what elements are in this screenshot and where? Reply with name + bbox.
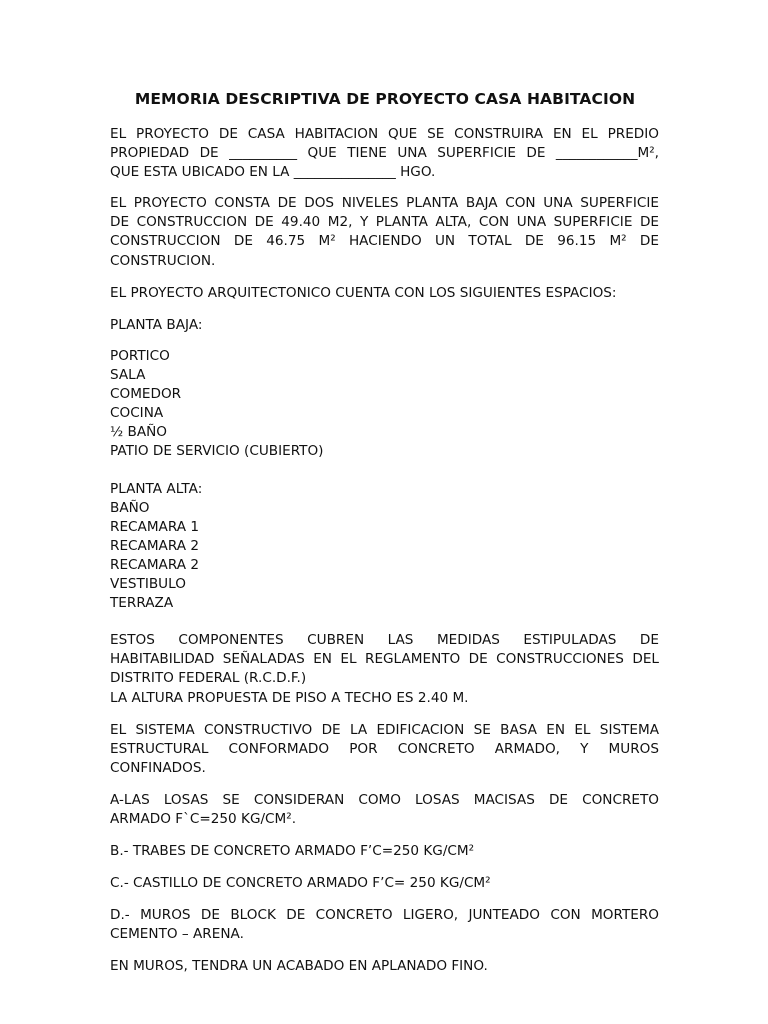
paragraph-line: EL SISTEMA CONSTRUCTIVO DE LA EDIFICACION SE BASA EN EL SISTEMA bbox=[110, 722, 659, 738]
planta-alta-list bbox=[110, 499, 199, 614]
paragraph-line: CONSTRUCCION DE 46.75 M² HACIENDO UN TOTAL DE 96.15 M² DE bbox=[110, 233, 659, 250]
planta-baja-list bbox=[110, 347, 323, 462]
list-item: TERRAZA bbox=[110, 595, 174, 612]
paragraph-project-location bbox=[110, 125, 659, 183]
paragraph-line: LA ALTURA PROPUESTA DE PISO A TECHO ES 2.40 M. bbox=[110, 689, 469, 706]
paragraph-line: HABITABILIDAD SEÑALADAS EN EL REGLAMENTO DE CONSTRUCCIONES DEL bbox=[110, 651, 659, 668]
paragraph-trabes: B.- TRABES DE CONCRETO ARMADO F’C=250 KG/CM² bbox=[110, 843, 475, 859]
list-item: RECAMARA 1 bbox=[110, 519, 200, 536]
paragraph-line: ESTRUCTURAL CONFORMADO POR CONCRETO ARMADO, Y MUROS bbox=[110, 741, 659, 758]
paragraph-losas bbox=[110, 791, 659, 829]
list-item: RECAMARA 2 bbox=[110, 538, 200, 555]
list-item: COCINA bbox=[110, 405, 164, 422]
list-item: ½ BAÑO bbox=[110, 424, 167, 441]
paragraph-line: D.- MUROS DE BLOCK DE CONCRETO LIGERO, JUNTEADO CON MORTERO bbox=[110, 907, 659, 923]
paragraph-construction-system bbox=[110, 721, 659, 779]
paragraph-habitability bbox=[110, 631, 659, 708]
paragraph-line: QUE ESTA UBICADO EN LA _______________ HGO. bbox=[110, 164, 436, 181]
paragraph-line: A-LAS LOSAS SE CONSIDERAN COMO LOSAS MACISAS DE CONCRETO bbox=[110, 792, 659, 808]
paragraph-project-levels bbox=[110, 194, 659, 271]
list-item: SALA bbox=[110, 367, 146, 384]
list-item: BAÑO bbox=[110, 500, 150, 516]
list-item: COMEDOR bbox=[110, 386, 182, 403]
paragraph-line: CONFINADOS. bbox=[110, 760, 206, 777]
paragraph-spaces-intro: EL PROYECTO ARQUITECTONICO CUENTA CON LOS SIGUIENTES ESPACIOS: bbox=[110, 285, 617, 301]
paragraph-line: ESTOS COMPONENTES CUBREN LAS MEDIDAS ESTIPULADAS DE bbox=[110, 632, 659, 648]
paragraph-line: DE CONSTRUCCION DE 49.40 M2, Y PLANTA ALTA, CON UNA SUPERFICIE DE bbox=[110, 214, 659, 231]
list-item: RECAMARA 2 bbox=[110, 557, 200, 574]
planta-baja-heading: PLANTA BAJA: bbox=[110, 317, 203, 333]
list-item: VESTIBULO bbox=[110, 576, 186, 593]
paragraph-line: EL PROYECTO CONSTA DE DOS NIVELES PLANTA BAJA CON UNA SUPERFICIE bbox=[110, 195, 659, 211]
paragraph-acabado: EN MUROS, TENDRA UN ACABADO EN APLANADO FINO. bbox=[110, 958, 488, 974]
planta-alta-heading: PLANTA ALTA: bbox=[110, 481, 203, 497]
paragraph-line: PROPIEDAD DE __________ QUE TIENE UNA SUPERFICIE DE ____________M², bbox=[110, 145, 659, 162]
paragraph-castillo: C.- CASTILLO DE CONCRETO ARMADO F’C= 250 KG/CM² bbox=[110, 875, 491, 891]
paragraph-line: ARMADO F`C=250 KG/CM². bbox=[110, 811, 297, 828]
paragraph-line: CONSTRUCION. bbox=[110, 252, 216, 269]
paragraph-muros bbox=[110, 906, 659, 944]
paragraph-line: CEMENTO – ARENA. bbox=[110, 926, 244, 943]
paragraph-line: EL PROYECTO DE CASA HABITACION QUE SE CONSTRUIRA EN EL PREDIO bbox=[110, 126, 659, 142]
list-item: PATIO DE SERVICIO (CUBIERTO) bbox=[110, 443, 324, 460]
document-title: MEMORIA DESCRIPTIVA DE PROYECTO CASA HABITACION bbox=[134, 90, 636, 108]
list-item: PORTICO bbox=[110, 348, 170, 364]
paragraph-line: DISTRITO FEDERAL (R.C.D.F.) bbox=[110, 670, 307, 687]
